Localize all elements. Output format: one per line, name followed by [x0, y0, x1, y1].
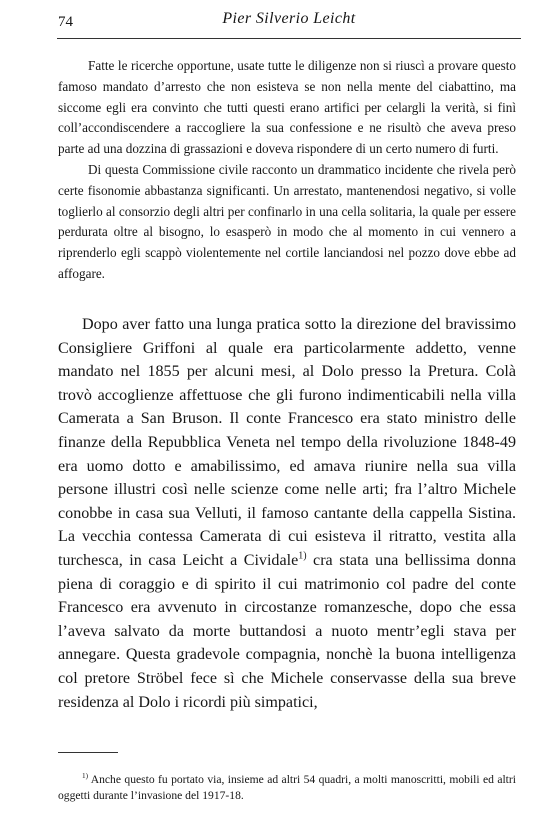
footnote-text: Anche questo fu portato via, insieme ad altri 54 quadri, a molti manoscritti, mobili ed altri oggetti durante l’invasione del 1917-18.	[58, 773, 516, 802]
header-rule	[57, 38, 521, 39]
page-header	[58, 10, 520, 34]
main-paragraph-text-b: cra stata una bellissima donna piena di coraggio e di spirito il cui matrimonio col padre del conte Francesco era avvenuto in circostanze romanzesche, dopo che essa l’aveva salvato da morte buttandosi a nuoto mentr’egli stava per annegare. Questa gradevole compagnia, nonchè la buona intelligenza col pretore Ströbel fece sì che Michele conservasse della sua breve residenza al Dolo i ricordi più simpatici,	[58, 551, 516, 711]
footnote-reference: 1)	[298, 550, 307, 562]
small-paragraph-1: Fatte le ricerche opportune, usate tutte le diligenze non si riuscì a provare questo famoso mandato d’arresto che non esisteva se non nella mente del ciabattino, ma siccome egli era convinto che tutti questi erano artifici per celargli la verità, si finì coll’accondiscendere a raccogliere la sua confessione e ne risultò che aveva preso parte ad una dozzina di grassazioni e doveva rispondere di un certo numero di furti.	[58, 58, 516, 157]
small-paragraph-2: Di questa Commissione civile racconto un drammatico incidente che rivela però certe fisonomie abbastanza significanti. Un arrestato, mantenendosi negativo, si volle toglierlo al consorzio degli altri per confinarlo in una cella solitaria, la quale per essere perdurata oltre al bisogno, lo esasperò in modo che al momento in cui vennero a riprenderlo egli scappò violentemente nel cortile lanciandosi nel pozzo dove ebbe ad affogare.	[58, 161, 516, 281]
page-number: 74	[58, 14, 73, 30]
footnote	[58, 772, 516, 804]
footnote-mark: 1)	[82, 772, 88, 781]
footnote-rule	[58, 752, 118, 753]
main-text-section	[58, 313, 516, 714]
small-type-section	[58, 56, 516, 285]
running-head: Pier Silverio Leicht	[222, 10, 356, 27]
main-paragraph	[58, 313, 516, 714]
main-paragraph-text-a: Dopo aver fatto una lunga pratica sotto la direzione del bravissimo Consigliere Griffoni al quale era particolarmente addetto, venne mandato nel 1855 per alcuni mesi, al Dolo presso la Pretura. Colà trovò accoglienze affettuose che gli furono indimenticabili nella villa Camerata a San Bruson. Il conte Francesco era stato ministro delle finanze della Repubblica Veneta nel tempo della rivoluzione 1848-49 era uomo dotto e amabilissimo, ed amava riunire nella sua villa persone illustri così nelle scienze come nelle arti; fra l’altro Michele conobbe in casa sua Velluti, il famoso cantante della cappella Sistina. La vecchia contessa Camerata di cui esisteva il ritratto, vestita alla turchesca, in casa Leicht a Cividale	[58, 316, 516, 569]
